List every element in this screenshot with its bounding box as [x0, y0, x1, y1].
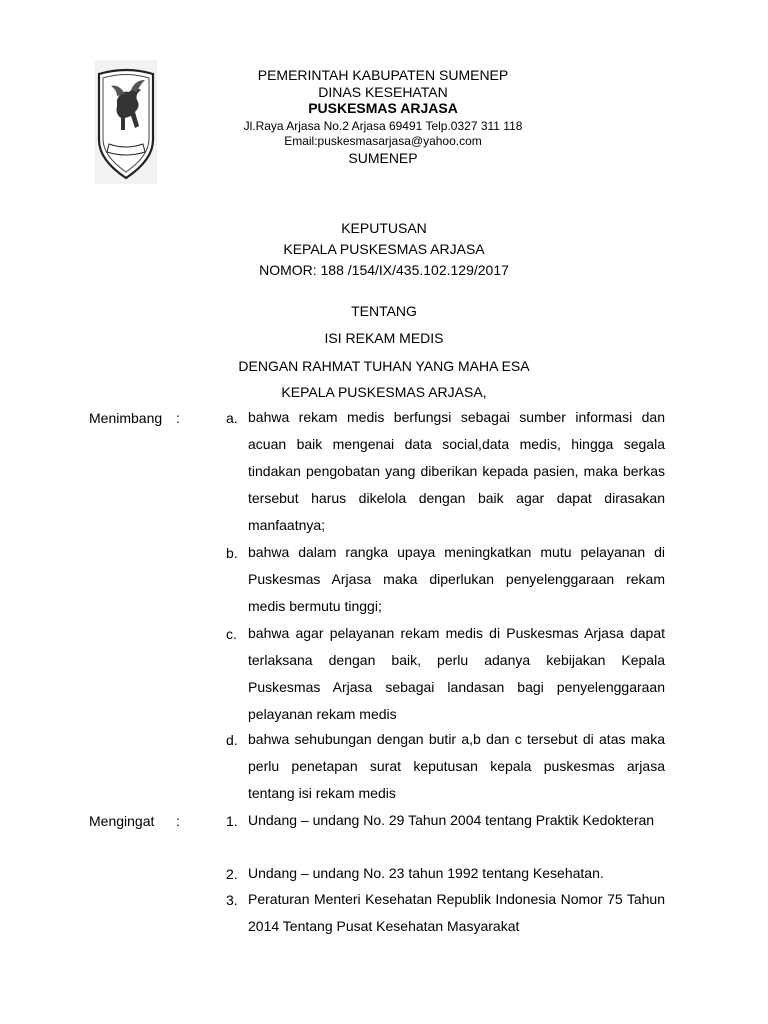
decree-signatory: KEPALA PUSKESMAS ARJASA, [281, 384, 487, 400]
sumenep-regency-crest-icon [95, 60, 157, 184]
letterhead-government: PEMERINTAH KABUPATEN SUMENEP [257, 67, 509, 83]
decree-issuer: KEPALA PUSKESMAS ARJASA [283, 241, 485, 257]
decree-heading: KEPUTUSAN [341, 220, 427, 236]
mengingat-item-text: Peraturan Menteri Kesehatan Republik Indonesia Nomor 75 Tahun 2014 Tentang Pusat Kesehatan Masyarakat [248, 891, 665, 934]
menimbang-colon: : [176, 410, 180, 426]
mengingat-item-marker: 1. [226, 813, 238, 829]
menimbang-item-text: bahwa rekam medis berfungsi sebagai sumber informasi dan acuan baik mengenai data social,data medis, hingga segala tindakan pengobatan yang diberikan kepada pasien, maka berkas tersebut harus dikelola dengan baik agar dapat dirasakan manfaatnya; [248, 409, 665, 533]
decree-about-label: TENTANG [351, 303, 417, 319]
menimbang-label: Menimbang [89, 410, 163, 426]
mengingat-colon: : [176, 813, 180, 829]
mengingat-item-marker: 3. [226, 892, 238, 908]
menimbang-item-marker: b. [226, 545, 238, 561]
decree-number: NOMOR: 188 /154/IX/435.102.129/2017 [259, 262, 509, 278]
letterhead-city: SUMENEP [348, 150, 418, 166]
mengingat-item-text: Undang – undang No. 29 Tahun 2004 tentang Praktik Kedokteran [248, 812, 655, 828]
menimbang-item-text: bahwa sehubungan dengan butir a,b dan c tersebut di atas maka perlu penetapan surat keputusan kepala puskesmas arjasa tentang isi rekam medis [248, 731, 665, 801]
menimbang-item-text: bahwa dalam rangka upaya meningkatkan mutu pelayanan di Puskesmas Arjasa maka diperlukan penyelenggaraan rekam medis bermutu tinggi; [248, 544, 665, 614]
letterhead-department: DINAS KESEHATAN [318, 84, 448, 100]
mengingat-label: Mengingat [89, 813, 155, 829]
letterhead-institution: PUSKESMAS ARJASA [308, 100, 458, 116]
menimbang-item-marker: c. [226, 626, 237, 642]
decree-invocation: DENGAN RAHMAT TUHAN YANG MAHA ESA [238, 358, 530, 374]
menimbang-item-marker: d. [226, 732, 238, 748]
menimbang-item-text: bahwa agar pelayanan rekam medis di Puskesmas Arjasa dapat terlaksana dengan baik, perlu adanya kebijakan Kepala Puskesmas Arjasa sebagai landasan bagi penyelenggaraan pelayanan rekam medis [248, 625, 665, 722]
letterhead-address: Jl.Raya Arjasa No.2 Arjasa 69491 Telp.0327 311 118 [243, 119, 523, 133]
decree-subject: ISI REKAM MEDIS [324, 330, 444, 346]
mengingat-item-marker: 2. [226, 866, 238, 882]
menimbang-item-marker: a. [226, 410, 238, 426]
letterhead-email: Email:puskesmasarjasa@yahoo.com [284, 134, 482, 148]
mengingat-item-text: Undang – undang No. 23 tahun 1992 tentang Kesehatan. [248, 865, 604, 881]
